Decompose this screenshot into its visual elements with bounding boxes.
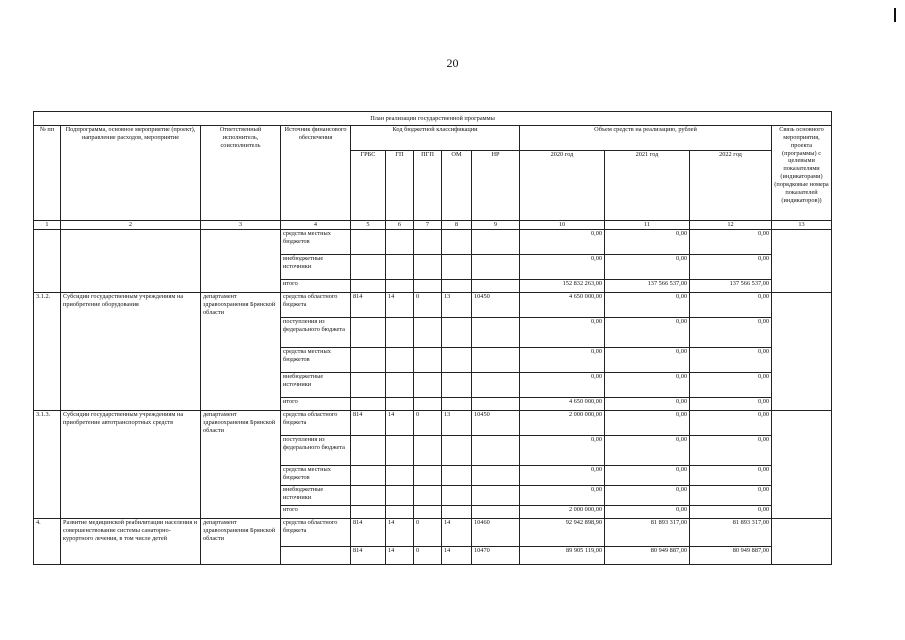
table-row bbox=[34, 293, 832, 318]
cell-pgp: 0 bbox=[414, 411, 442, 436]
cell-2022: 0,00 bbox=[690, 411, 772, 436]
table-caption-row bbox=[34, 112, 832, 126]
cell-2020: 0,00 bbox=[520, 318, 605, 348]
cell-om: 14 bbox=[442, 547, 472, 565]
cell-2022: 137 566 537,00 bbox=[690, 280, 772, 293]
cell-np: 10450 bbox=[472, 293, 520, 318]
cell-program: Субсидии государственным учреждениям на приобретение оборудования bbox=[61, 293, 201, 411]
cell-2022: 0,00 bbox=[690, 318, 772, 348]
table-row bbox=[34, 519, 832, 547]
cell-no: 4. bbox=[34, 519, 61, 565]
cell-2020: 2 000 000,00 bbox=[520, 506, 605, 519]
cell-np: 10460 bbox=[472, 519, 520, 547]
cell-source bbox=[281, 547, 351, 565]
cell-2021: 0,00 bbox=[605, 318, 690, 348]
cell-2020: 0,00 bbox=[520, 373, 605, 398]
column-number: 2 bbox=[61, 221, 201, 230]
cell-2020: 152 832 263,00 bbox=[520, 280, 605, 293]
header-om: ОМ bbox=[442, 151, 472, 221]
header-np: НР bbox=[472, 151, 520, 221]
header-2022: 2022 год bbox=[690, 151, 772, 221]
cell-no: 3.1.2. bbox=[34, 293, 61, 411]
cell-link bbox=[772, 519, 832, 565]
cell-2021: 0,00 bbox=[605, 293, 690, 318]
cell-source: средства местных бюджетов bbox=[281, 466, 351, 486]
column-number: 12 bbox=[690, 221, 772, 230]
header-link: Связь основного мероприятия, проекта (программы) с целевыми показателями (индикаторами) (порядковые номера показателей (индикаторов)) bbox=[772, 126, 832, 221]
cell-source: итого bbox=[281, 280, 351, 293]
cell-2022: 0,00 bbox=[690, 230, 772, 255]
cell-2022: 0,00 bbox=[690, 373, 772, 398]
cell-source: итого bbox=[281, 506, 351, 519]
header-no: № пп bbox=[34, 126, 61, 221]
column-number: 6 bbox=[386, 221, 414, 230]
cell-2022: 81 893 317,00 bbox=[690, 519, 772, 547]
cell-executor: департамент здравоохранения Брянской области bbox=[201, 519, 281, 565]
cell-gp: 14 bbox=[386, 547, 414, 565]
cell-2020: 0,00 bbox=[520, 486, 605, 506]
cell-source: внебюджетные источники bbox=[281, 486, 351, 506]
column-number: 1 bbox=[34, 221, 61, 230]
cell-om: 14 bbox=[442, 519, 472, 547]
header-executor: Ответственный исполнитель, соисполнитель bbox=[201, 126, 281, 221]
cell-grbs: 814 bbox=[351, 411, 386, 436]
header-grbs: ГРБС bbox=[351, 151, 386, 221]
cell-grbs: 814 bbox=[351, 293, 386, 318]
cell-executor: департамент здравоохранения Брянской области bbox=[201, 293, 281, 411]
column-number-row bbox=[34, 221, 832, 230]
cell-2020: 4 650 000,00 bbox=[520, 398, 605, 411]
cell-2021: 0,00 bbox=[605, 486, 690, 506]
cell-2021: 0,00 bbox=[605, 373, 690, 398]
cell-2021: 0,00 bbox=[605, 411, 690, 436]
cell-no: 3.1.3. bbox=[34, 411, 61, 519]
column-number: 10 bbox=[520, 221, 605, 230]
cell-2021: 0,00 bbox=[605, 398, 690, 411]
cell-2022: 0,00 bbox=[690, 486, 772, 506]
cell-2022: 0,00 bbox=[690, 506, 772, 519]
cell-2020: 0,00 bbox=[520, 436, 605, 466]
cell-2020: 92 942 898,90 bbox=[520, 519, 605, 547]
cell-2022: 0,00 bbox=[690, 398, 772, 411]
cell-2021: 0,00 bbox=[605, 230, 690, 255]
cell-link bbox=[772, 230, 832, 293]
cell-2022: 0,00 bbox=[690, 255, 772, 280]
cell-2020: 4 650 000,00 bbox=[520, 293, 605, 318]
cell-2020: 0,00 bbox=[520, 348, 605, 373]
column-number: 11 bbox=[605, 221, 690, 230]
column-number: 13 bbox=[772, 221, 832, 230]
cell-source: внебюджетные источники bbox=[281, 255, 351, 280]
cell-pgp: 0 bbox=[414, 519, 442, 547]
cell-source: средства областного бюджета bbox=[281, 293, 351, 318]
cell-gp: 14 bbox=[386, 519, 414, 547]
cell-program: Субсидии государственным учреждениям на приобретение автотранспортных средств bbox=[61, 411, 201, 519]
cell-2021: 137 566 537,00 bbox=[605, 280, 690, 293]
table-caption: План реализации государственной программы bbox=[34, 112, 832, 126]
cell-2022: 0,00 bbox=[690, 293, 772, 318]
cell-source: средства местных бюджетов bbox=[281, 230, 351, 255]
cell-2022: 0,00 bbox=[690, 436, 772, 466]
cell-executor: департамент здравоохранения Брянской области bbox=[201, 411, 281, 519]
cell-pgp: 0 bbox=[414, 293, 442, 318]
cell-source: поступления из федерального бюджета bbox=[281, 318, 351, 348]
cell-2020: 0,00 bbox=[520, 230, 605, 255]
cell-2022: 0,00 bbox=[690, 348, 772, 373]
program-plan-table bbox=[33, 111, 832, 565]
cell-2022: 80 949 887,00 bbox=[690, 547, 772, 565]
column-number: 8 bbox=[442, 221, 472, 230]
page-number: 20 bbox=[446, 56, 459, 70]
table-row bbox=[34, 411, 832, 436]
cell-source: внебюджетные источники bbox=[281, 373, 351, 398]
cell-executor bbox=[201, 230, 281, 293]
cell-source: средства местных бюджетов bbox=[281, 348, 351, 373]
cell-np: 10450 bbox=[472, 411, 520, 436]
cell-program bbox=[61, 230, 201, 293]
cell-2021: 81 893 317,00 bbox=[605, 519, 690, 547]
cell-grbs: 814 bbox=[351, 547, 386, 565]
cell-program: Развитие медицинской реабилитации населения и совершенствование системы санаторно-курортного лечения, в том числе детей bbox=[61, 519, 201, 565]
table-row bbox=[34, 230, 832, 255]
cell-2020: 89 905 119,00 bbox=[520, 547, 605, 565]
cell-gp: 14 bbox=[386, 293, 414, 318]
page-edge-mark bbox=[894, 8, 896, 22]
cell-link bbox=[772, 293, 832, 411]
cell-source: итого bbox=[281, 398, 351, 411]
header-gp: ГП bbox=[386, 151, 414, 221]
header-program: Подпрограмма, основное мероприятие (проект), направление расходов, мероприятие bbox=[61, 126, 201, 221]
cell-2021: 0,00 bbox=[605, 348, 690, 373]
cell-om: 13 bbox=[442, 411, 472, 436]
header-source: Источник финансового обеспечения bbox=[281, 126, 351, 221]
cell-2020: 0,00 bbox=[520, 255, 605, 280]
column-number: 5 bbox=[351, 221, 386, 230]
header-2020: 2020 год bbox=[520, 151, 605, 221]
cell-2020: 0,00 bbox=[520, 466, 605, 486]
column-number: 3 bbox=[201, 221, 281, 230]
cell-2020: 2 000 000,00 bbox=[520, 411, 605, 436]
cell-grbs: 814 bbox=[351, 519, 386, 547]
cell-np: 10470 bbox=[472, 547, 520, 565]
cell-gp: 14 bbox=[386, 411, 414, 436]
cell-2021: 0,00 bbox=[605, 506, 690, 519]
cell-pgp: 0 bbox=[414, 547, 442, 565]
column-number: 7 bbox=[414, 221, 442, 230]
cell-link bbox=[772, 411, 832, 519]
cell-source: поступления из федерального бюджета bbox=[281, 436, 351, 466]
cell-source: средства областного бюджета bbox=[281, 519, 351, 547]
cell-om: 13 bbox=[442, 293, 472, 318]
header-budget-code: Код бюджетной классификации bbox=[351, 126, 520, 151]
header-amount: Объем средств на реализацию, рублей bbox=[520, 126, 772, 151]
cell-2021: 80 949 887,00 bbox=[605, 547, 690, 565]
column-number: 9 bbox=[472, 221, 520, 230]
header-pgp: ПГП bbox=[414, 151, 442, 221]
header-row bbox=[34, 126, 832, 151]
cell-no bbox=[34, 230, 61, 293]
column-number: 4 bbox=[281, 221, 351, 230]
cell-2021: 0,00 bbox=[605, 436, 690, 466]
header-2021: 2021 год bbox=[605, 151, 690, 221]
cell-2021: 0,00 bbox=[605, 466, 690, 486]
cell-2022: 0,00 bbox=[690, 466, 772, 486]
cell-2021: 0,00 bbox=[605, 255, 690, 280]
cell-source: средства областного бюджета bbox=[281, 411, 351, 436]
